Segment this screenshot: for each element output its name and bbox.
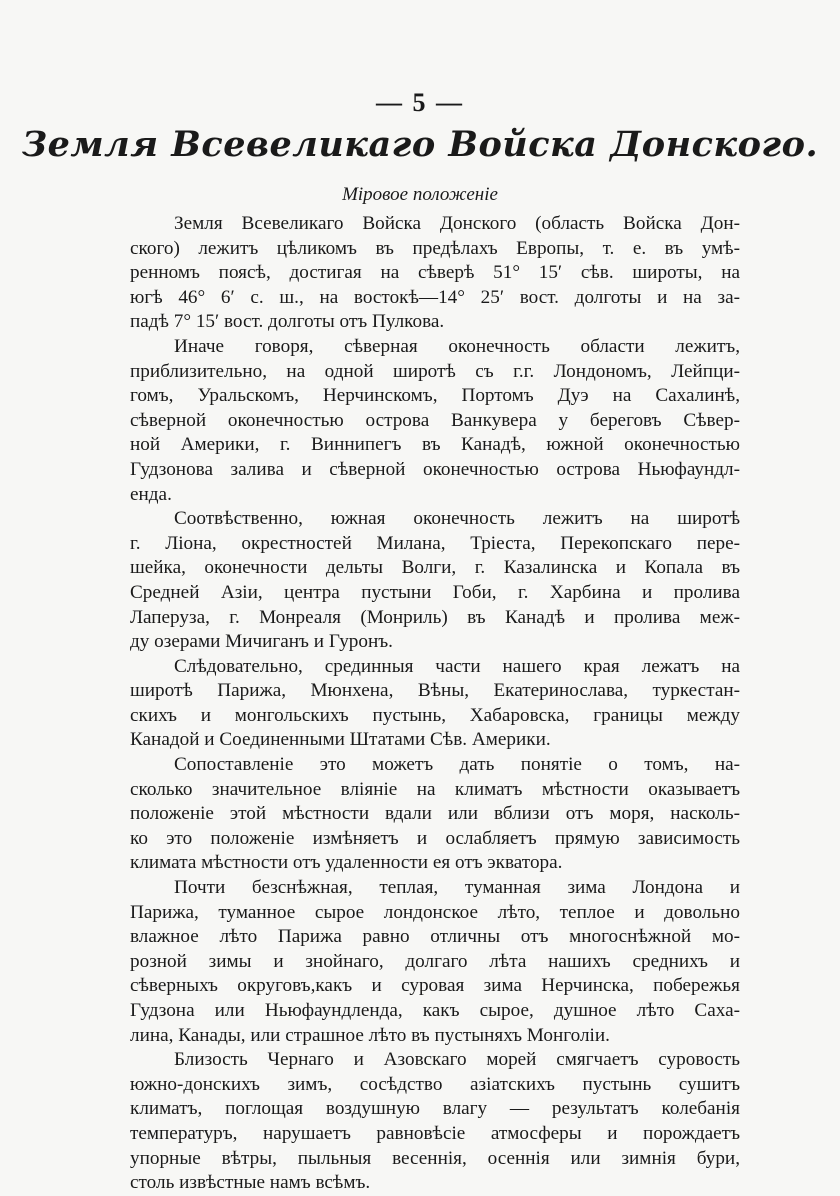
text-line: Иначе говоря, сѣверная оконечность области лежитъ, bbox=[174, 335, 740, 357]
text-line: упорные вѣтры, пыльныя весеннія, осеннія или зимнія бури, bbox=[130, 1147, 740, 1169]
text-line: гомъ, Уральскомъ, Нерчинскомъ, Портомъ Дуэ на Сахалинѣ, bbox=[130, 385, 740, 407]
text-line: Соотвѣственно, южная оконечность лежитъ на широтѣ bbox=[174, 508, 740, 530]
text-line: Средней Азіи, центра пустыни Гоби, г. Харбина и пролива bbox=[130, 581, 740, 603]
text-line: приблизительно, на одной широтѣ съ г.г. Лондономъ, Лейпци- bbox=[130, 360, 740, 382]
paragraph bbox=[130, 753, 740, 876]
text-line: Гудзонова залива и сѣверной оконечностью острова Ньюфаундл- bbox=[130, 458, 740, 480]
text-line: Почти безснѣжная, теплая, туманная зима Лондона и bbox=[174, 877, 740, 899]
text-line: енда. bbox=[130, 483, 172, 505]
text-line: розной зимы и знойнаго, долгаго лѣта нашихъ среднихъ и bbox=[130, 950, 740, 972]
paragraph bbox=[130, 507, 740, 655]
text-line: сѣверныхъ округовъ,какъ и суровая зима Нерчинска, побережья bbox=[130, 975, 740, 997]
text-line: положеніе этой мѣстности вдали или вблизи отъ моря, насколь- bbox=[130, 803, 740, 825]
text-line: ского) лежитъ цѣликомъ въ предѣлахъ Европы, т. е. въ умѣ- bbox=[130, 237, 740, 259]
text-line: югѣ 46° 6′ с. ш., на востокѣ—14° 25′ вост. долготы и на за- bbox=[130, 286, 740, 308]
text-line: Канадой и Соединенными Штатами Сѣв. Америки. bbox=[130, 729, 551, 751]
text-line: падѣ 7° 15′ вост. долготы отъ Пулкова. bbox=[130, 311, 445, 333]
paragraph bbox=[130, 1048, 740, 1196]
text-line: Гудзона или Ньюфаундленда, какъ сырое, душное лѣто Саха- bbox=[130, 1000, 740, 1021]
text-line: ной Америки, г. Виннипегъ въ Канадѣ, южной оконечностью bbox=[130, 434, 740, 456]
text-line: шейка, оконечности дельты Волги, г. Казалинска и Копала въ bbox=[130, 557, 740, 579]
text-line: Земля Всевеликаго Войска Донского (область Войска Дон- bbox=[174, 213, 740, 234]
text-line: столь извѣстные намъ всѣмъ. bbox=[130, 1172, 371, 1194]
text-line: температуръ, нарушаетъ равновѣсіе атмосферы и порождаетъ bbox=[130, 1122, 740, 1144]
page-number: — 5 — bbox=[376, 88, 464, 117]
text-line: ко это положеніе измѣняетъ и ослабляетъ прямую зависимость bbox=[130, 827, 740, 849]
paragraph bbox=[130, 655, 740, 753]
text-line: Слѣдовательно, срединныя части нашего края лежатъ на bbox=[174, 655, 740, 677]
text-line: Лаперуза, г. Монреаля (Монриль) въ Канадѣ и пролива меж- bbox=[130, 606, 740, 628]
text-line: лина, Канады, или страшное лѣто въ пустыняхъ Монголіи. bbox=[130, 1024, 610, 1046]
text-line: широтѣ Парижа, Мюнхена, Вѣны, Екатеринослава, туркестан- bbox=[130, 680, 740, 702]
paragraph bbox=[130, 876, 740, 1048]
section-subtitle: Міровое положеніе bbox=[342, 184, 498, 205]
text-line: Сопоставленіе это можетъ дать понятіе о томъ, на- bbox=[174, 754, 740, 776]
paragraph bbox=[130, 335, 740, 507]
text-line: г. Ліона, окрестностей Милана, Тріеста, Перекопскаго пере- bbox=[130, 532, 740, 554]
text-line: Близость Чернаго и Азовскаго морей смягчаетъ суровость bbox=[174, 1049, 740, 1071]
text-line: сѣверной оконечностью острова Ванкувера у береговъ Сѣвер- bbox=[130, 409, 740, 431]
text-line: скихъ и монгольскихъ пустынь, Хабаровска, границы между bbox=[130, 704, 740, 726]
text-line: южно-донскихъ зимъ, сосѣдство азіатскихъ пустынь сушитъ bbox=[130, 1073, 740, 1095]
text-line: ренномъ поясѣ, достигая на сѣверѣ 51° 15′ сѣв. широты, на bbox=[130, 262, 740, 284]
text-line: климата мѣстности отъ удаленности ея отъ экватора. bbox=[130, 852, 563, 874]
text-line: влажное лѣто Парижа равно отличны отъ многоснѣжной мо- bbox=[130, 926, 740, 948]
text-line: сколько значительное вліяніе на климатъ мѣстности оказываетъ bbox=[130, 778, 740, 800]
text-line: Парижа, туманное сырое лондонское лѣто, теплое и довольно bbox=[130, 901, 740, 923]
text-line: ду озерами Мичиганъ и Гуронъ. bbox=[130, 631, 393, 653]
body-text bbox=[130, 212, 740, 1196]
page-title: Земля Всевеликаго Войска Донского. bbox=[21, 124, 819, 165]
paragraph bbox=[130, 212, 740, 335]
text-line: климатъ, поглощая воздушную влагу — результатъ колебанія bbox=[130, 1098, 740, 1120]
